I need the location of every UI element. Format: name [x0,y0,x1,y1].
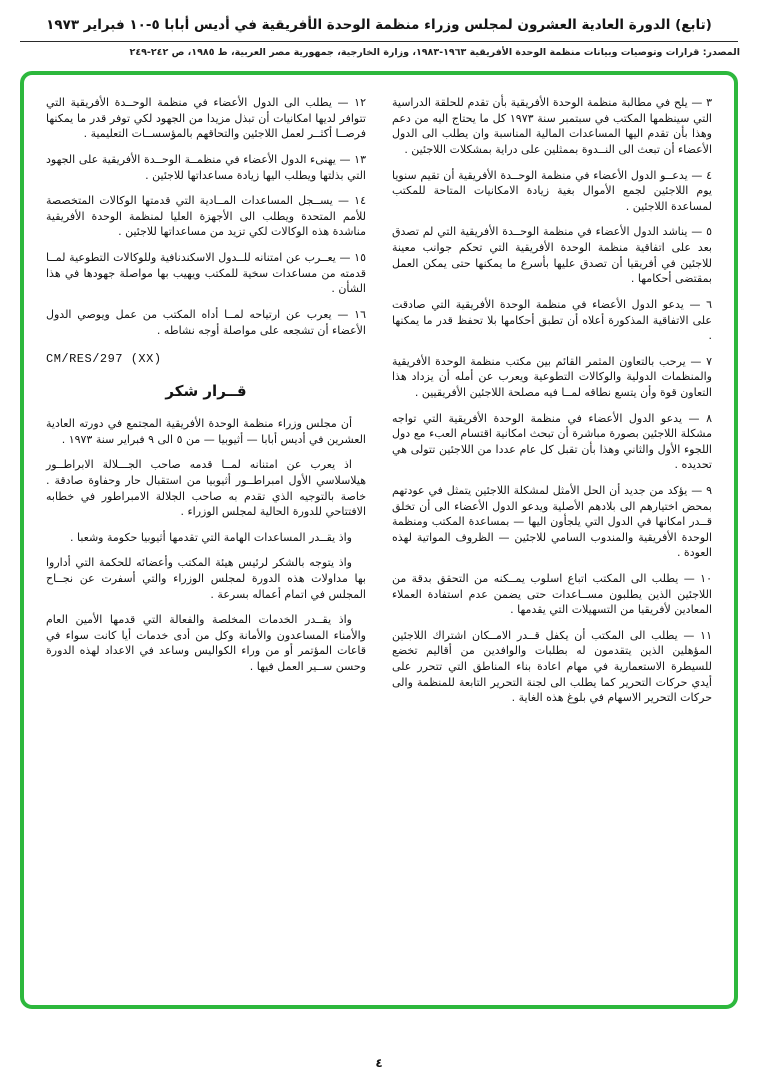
resolution-body [46,416,366,675]
resolution-paragraph: واذ يتوجه بالشكر لرئيس هيئة المكتب وأعضائه للحكمة التي أداروا بها مداولات هذه الدورة لمجلس الوزراء والتي أسفرت عن نجــاح المجلس في اتمام أعماله بسرعة . [46,556,366,601]
resolution-code: CM/RES/297 (XX) [46,352,162,367]
paragraph-item-3: ٣ — يلح في مطالبة منظمة الوحدة الأفريقية بأن تقدم للحلقة الدراسية التي سينظمها المكتب في سبتمبر سنة ١٩٧٣ كل ما يحتاج اليه من دعم وهذا بأن تقدم اليها المساعدات المالية المناسبة وان يطلب الى الدول الأعضاء أن تبعث الى النــدوة بممثلين على دراية بمشكلات اللاجئين . [392,96,712,157]
resolution-title: قــرار شكر [165,382,247,401]
paragraph-item-16: ١٦ — يعرب عن ارتياحه لمــا أداه المكتب من عمل ويوصي الدول الأعضاء أن تشجعه على مواصلة أوجه نشاطه . [46,307,366,337]
resolution-paragraph: واذ يقــدر المساعدات الهامة التي تقدمها أثيوبيا حكومة وشعبا . [69,530,352,544]
paragraph-item-15: ١٥ — يعــرب عن امتنانه للــدول الاسكندنافية وللوكالات التطوعية لمــا قدمته من مساعدات سخية للمكتب ويهيب بها مواصلة جهودها في هذا الشأن . [46,251,366,296]
paragraph-item-8: ٨ — يدعو الدول الأعضاء في منظمة الوحدة الأفريقية التي تواجه مشكلة اللاجئين بصورة مباشرة أن تبحث امكانية اقتسام العبء مع دول اللجوء الأول والثاني وهذا بأن تقبل كل عام عددا من اللاجئين تتولى هي تحديده . [392,411,712,472]
right-column [392,95,712,991]
header-title: (تابع) الدورة العادية العشرون لمجلس وزراء منظمة الوحدة الأفريقية في أديس أبابا ٥-١٠ فبراير ١٩٧٣ [46,17,712,33]
paragraph-item-11: ١١ — يطلب الى المكتب أن يكفل قــدر الامــكان اشتراك اللاجئين المؤهلين الذين يتقدمون له بطلبات والوافدين من أقاليم تخضع للسيطرة الاستعمارية في مهام اعادة بناء المناطق التي تتحرر على أيدي حركات التحرير كما يطلب الى لجنة التحرير التابعة للمنظمة والى حركات التحرير الاسهام في بلوغ هذه الغاية . [392,628,712,705]
left-column [46,95,366,991]
paragraph-item-14: ١٤ — يســجل المساعدات المــادية التي قدمتها الوكالات المتخصصة للأمم المتحدة ويطلب الى الأجهزة العليا لمنظمة الوحدة الأفريقية مناشدة هذه الوكالات لكي تزيد من مساعداتها للاجئين . [46,194,366,239]
page-header [0,0,758,59]
content-frame [20,71,738,1009]
paragraph-item-7: ٧ — يرحب بالتعاون المثمر القائم بين مكتب منظمة الوحدة الأفريقية والمنظمات الدولية والوكالات التطوعية ويعرب عن أمله أن يزداد هذا التعاون قوة وأن يتسع نطاقه لمــا فيه مصلحة اللاجئين الأفريقيين . [392,354,712,399]
header-source: المصدر: قرارات وتوصيات وبيانات منظمة الوحدة الأفريقية ١٩٦٣-١٩٨٣، وزارة الخارجية، جمهورية مصر العربية، ط ١٩٨٥، ص ٢٤٢-٢٤٩ [129,46,740,58]
paragraph-item-12: ١٢ — يطلب الى الدول الأعضاء في منظمة الوحــدة الأفريقية التي تتوافر لديها امكانيات أن تبذل مزيدا من الجهود لكي توفر قدر ما يمكنها فرصــا أكثــر لعمل اللاجئين والتحاقهم بالمؤسســات التعليمية . [46,96,366,141]
paragraph-item-10: ١٠ — يطلب الى المكتب اتباع اسلوب يمــكنه من التحقق بدقة من اللاجئين الذين يطلبون مســاعدات حتى يضمن عدم استفادة العملاء المعادين لأفريقيا من التسهيلات التي يقدمها . [392,572,712,617]
paragraph-item-6: ٦ — يدعو الدول الأعضاء في منظمة الوحدة الأفريقية التي صادقت على الاتفاقية المذكورة أعلاه أن تطبق أحكامها بلا تحفظ قدر ما يمكنها . [392,297,712,343]
resolution-paragraph: أن مجلس وزراء منظمة الوحدة الأفريقية المجتمع في دورته العادية العشرين في أديس أبابا — أثيوبيا — من ٥ الى ٩ فبراير سنة ١٩٧٣ . [46,417,366,446]
paragraph-item-9: ٩ — يؤكد من جديد أن الحل الأمثل لمشكلة اللاجئين يتمثل في عودتهم بمحض اختيارهم الى بلادهم الأصلية ويدعو الدول الأعضاء الى أن تخلق قــدر امكانها في الدول التي يلجأون اليها — بمساعدة المكتب ومنظمة الوحدة الأفريقية والمندوب السامي للاجئين — الظروف المواتية لهذه العودة . [392,483,712,560]
header-divider [20,41,738,42]
resolution-paragraph: واذ يقــدر الخدمات المخلصة والفعالة التي قدمها الأمين العام والأمناء المساعدون والأمانة وكل من أدى خدمات أيا كانت سواء في قاعات المؤتمر أو من وراء الكواليس وساعد في الاعداد لهذه الدورة وحسن ســير العمل فيها . [46,613,366,674]
resolution-paragraph: اذ يعرب عن امتنانه لمــا قدمه صاحب الجـــلالة الابراطــور هيلاسلاسي الأول امبراطــور أثيوبيا من استقبال حار وحفاوة صادقة . خاصة بالتوجيه الذي تقدم به صاحب الجلالة الامبراطور في خطابه الافتتاحي للدورة الحالية لمجلس الوزراء . [46,458,366,519]
paragraph-item-13: ١٣ — يهنىء الدول الأعضاء في منظمــة الوحــدة الأفريقية على الجهود التي بذلتها ويطلب اليها زيادة مساعداتها للاجئين . [46,153,366,182]
paragraph-item-4: ٤ — يدعــو الدول الأعضاء في منظمة الوحــدة الأفريقية أن تقيم سنويا يوم اللاجئين لجمع الأموال بغية زيادة الامكانيات المتاحة للمكتب لمساعدة اللاجئين . [392,168,712,213]
paragraph-item-5: ٥ — يناشد الدول الأعضاء في منظمة الوحــدة الأفريقية التي لم تصدق بعد على اتفاقية منظمة الوحدة الأفريقية التي تحكم جوانب معينة للاجئين في أفريقيا أن تصدق عليها بأسرع ما يمكنها حتى يمكن العمل بمقتضى أحكامها . [392,225,712,286]
two-column-layout [46,95,712,991]
page-number: ٤ [375,1056,383,1070]
